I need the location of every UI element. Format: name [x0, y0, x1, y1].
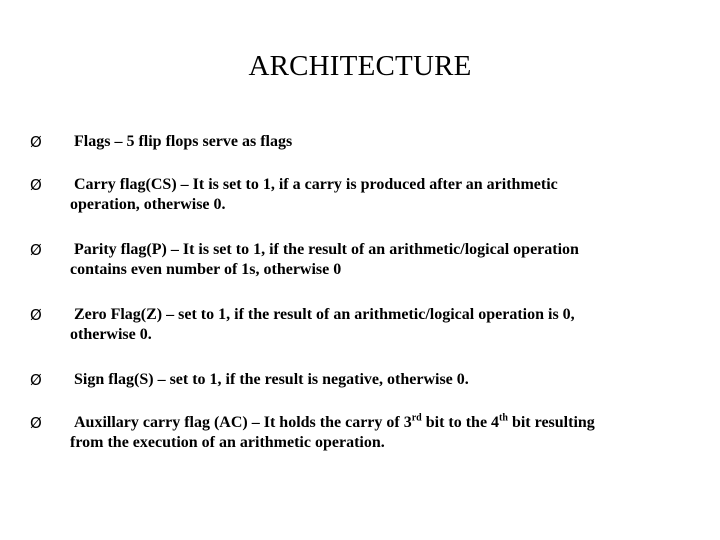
aux-text-part3: bit resulting — [507, 414, 595, 431]
bullet-line: contains even number of 1s, otherwise 0 — [70, 261, 342, 278]
arrow-bullet-icon: Ø — [30, 176, 42, 194]
arrow-bullet-icon: Ø — [30, 241, 42, 259]
aux-text-part2: bit to the 4 — [421, 414, 500, 431]
arrow-bullet-icon: Ø — [30, 133, 42, 151]
bullet-line: Flags – 5 flip flops serve as flags — [74, 133, 293, 150]
arrow-bullet-icon: Ø — [30, 371, 42, 389]
bullet-text — [70, 305, 690, 345]
arrow-bullet-icon: Ø — [30, 414, 42, 432]
superscript-th: th — [499, 412, 508, 424]
bullet-line: operation, otherwise 0. — [70, 196, 226, 213]
bullet-text — [70, 370, 690, 390]
bullet-text — [70, 132, 690, 152]
aux-text-part1: Auxillary carry flag (AC) – It holds the carry of 3 — [74, 414, 412, 431]
arrow-bullet-icon: Ø — [30, 306, 42, 324]
bullet-line: Parity flag(P) – It is set to 1, if the result of an arithmetic/logical operation — [74, 241, 579, 258]
superscript-rd: rd — [411, 412, 422, 424]
bullet-line: Carry flag(CS) – It is set to 1, if a carry is produced after an arithmetic — [74, 176, 558, 193]
bullet-text — [70, 240, 690, 280]
slide-title: ARCHITECTURE — [248, 50, 472, 82]
bullet-line: from the execution of an arithmetic operation. — [70, 434, 385, 451]
bullet-line: Zero Flag(Z) – set to 1, if the result of an arithmetic/logical operation is 0, — [74, 306, 575, 323]
bullet-line — [70, 413, 690, 433]
bullet-text — [70, 413, 690, 453]
bullet-line: otherwise 0. — [70, 326, 152, 343]
bullet-text — [70, 175, 690, 215]
bullet-line: Sign flag(S) – set to 1, if the result is negative, otherwise 0. — [74, 371, 469, 388]
